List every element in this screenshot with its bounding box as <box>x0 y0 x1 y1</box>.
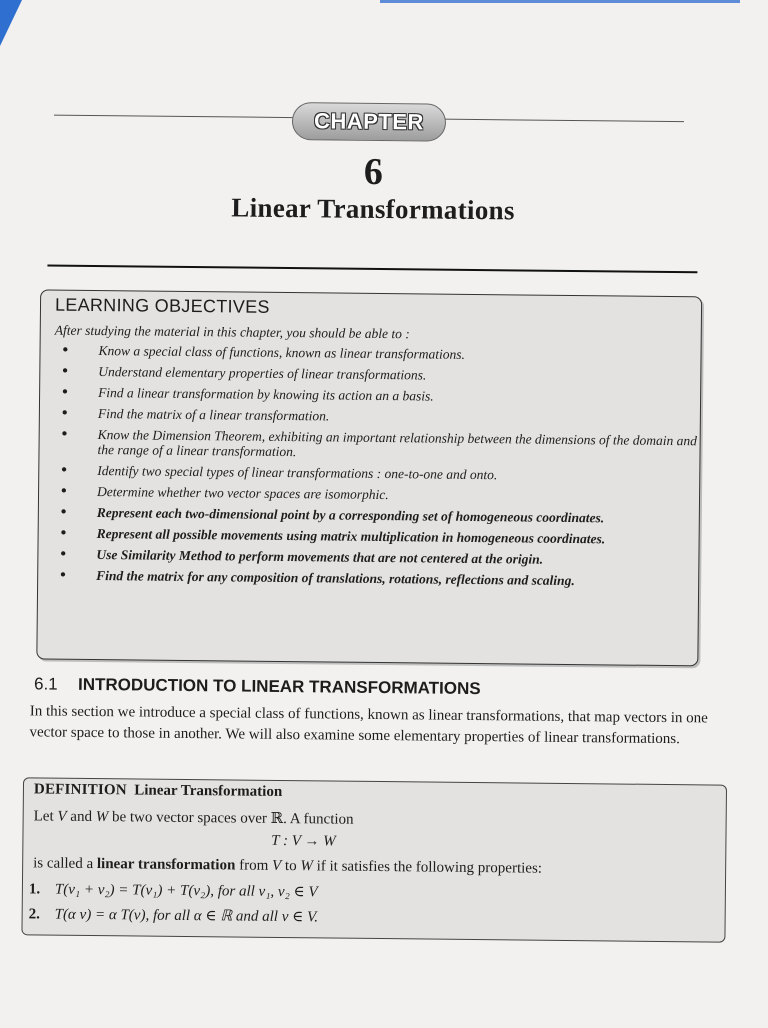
definition-line-1: Let V and W be two vector spaces over ℝ. A function <box>33 808 354 828</box>
definition-property-2: 2. T(α v) = α T(v), for all α ∈ ℝ and all v ∈ V. <box>28 906 319 926</box>
objective-item: • Understand elementary properties of linear transformations. <box>62 362 427 383</box>
bullet-icon: • <box>61 461 67 479</box>
objective-item: • Know a special class of functions, known as linear transformations. <box>62 341 465 362</box>
bullet-icon: • <box>60 545 67 563</box>
bullet-icon: • <box>61 404 68 422</box>
chapter-title: Linear Transformations <box>231 192 515 226</box>
section-number: 6.1 <box>33 674 58 694</box>
section-paragraph: In this section we introduce a special class of functions, known as linear transformations, that map vectors in one vector space to those in another. We will also examine some elementary properties of linear transformations. <box>29 703 708 748</box>
chapter-badge-label: CHAPTER <box>313 108 425 135</box>
chapter-rule-right <box>444 119 684 123</box>
objective-item: • Represent each two-dimensional point by a corresponding set of homogeneous coordinates. <box>60 503 605 526</box>
definition-function: T : V → W <box>271 832 336 850</box>
bullet-icon: • <box>60 566 66 584</box>
section-heading <box>34 674 481 699</box>
objective-item: • Find a linear transformation by knowing its action an a basis. <box>62 383 434 404</box>
definition-box <box>21 777 727 942</box>
definition-label: DEFINITION <box>33 781 127 799</box>
bullet-icon: • <box>60 503 67 521</box>
chapter-number: 6 <box>363 150 384 194</box>
definition-heading <box>34 781 282 801</box>
bullet-icon: • <box>62 362 69 380</box>
definition-line-2: is called a linear transformation from V to W if it satisfies the following properties: <box>33 855 543 877</box>
bullet-icon: • <box>62 383 68 401</box>
bullet-icon: • <box>60 524 67 542</box>
objective-item: • Know the Dimension Theorem, exhibiting an important relationship between the dimensions of the domain and the range of a linear transformation. <box>61 425 698 460</box>
objective-item: • Determine whether two vector spaces are isomorphic. <box>60 482 389 503</box>
title-divider <box>47 265 697 274</box>
section-title: INTRODUCTION TO LINEAR TRANSFORMATIONS <box>77 674 481 699</box>
bullet-icon: • <box>61 425 68 443</box>
objective-item: • Use Similarity Method to perform movements that are not centered at the origin. <box>60 545 544 567</box>
chapter-badge <box>292 102 446 142</box>
objective-item: • Find the matrix for any composition of translations, rotations, reflections and scaling. <box>60 566 575 589</box>
learning-objectives-heading: LEARNING OBJECTIVES <box>54 294 270 317</box>
objective-item: • Represent all possible movements using matrix multiplication in homogeneous coordinates. <box>60 524 606 547</box>
learning-objectives-intro: After studying the material in this chapter, you should be able to : <box>54 322 410 342</box>
bullet-icon: • <box>62 341 69 359</box>
definition-title: Linear Transformation <box>134 782 283 800</box>
bullet-icon: • <box>60 482 67 500</box>
learning-objectives-list <box>48 343 701 596</box>
definition-property-1: 1. T(v₁ + v₂) = T(v₁) + T(v₂), for all v₁, v₂ ∈ V <box>28 881 318 901</box>
objective-item: • Identify two special types of linear transformations : one-to-one and onto. <box>61 461 498 483</box>
learning-objectives-box <box>36 289 702 666</box>
chapter-rule-left <box>54 115 294 119</box>
objective-item: • Find the matrix of a linear transformation. <box>61 404 330 424</box>
